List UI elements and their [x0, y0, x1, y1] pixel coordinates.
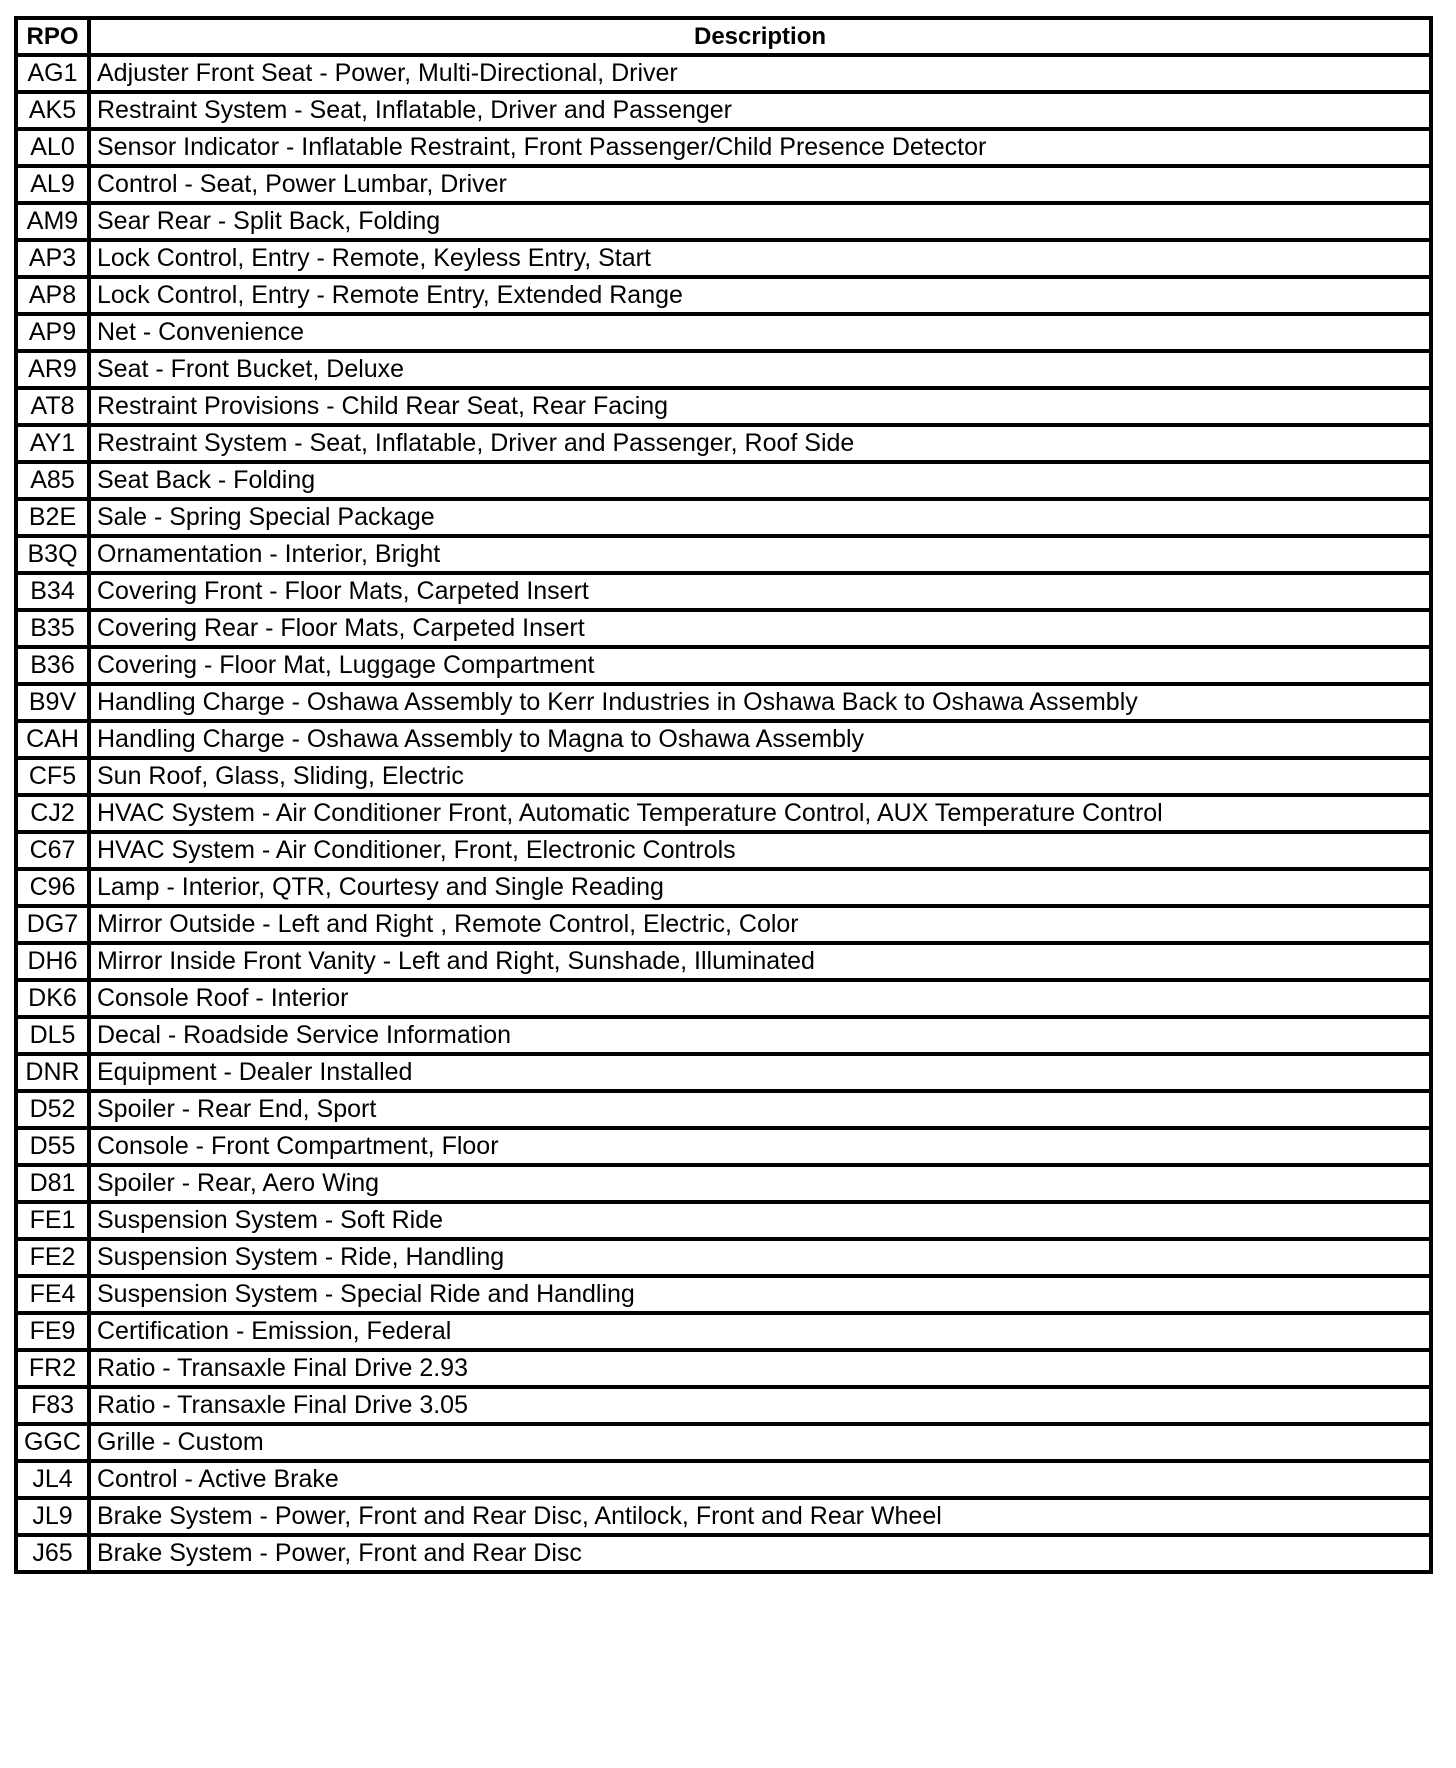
rpo-code-cell: DH6	[16, 943, 89, 980]
table-row	[16, 166, 1431, 203]
table-body	[16, 55, 1431, 1572]
table-row	[16, 1424, 1431, 1461]
rpo-code-cell: B34	[16, 573, 89, 610]
table-row	[16, 1498, 1431, 1535]
description-column-header: Description	[89, 18, 1431, 55]
rpo-code-cell: JL9	[16, 1498, 89, 1535]
rpo-code-cell: AT8	[16, 388, 89, 425]
table-row	[16, 1276, 1431, 1313]
rpo-code-cell: FE2	[16, 1239, 89, 1276]
description-cell: Seat - Front Bucket, Deluxe	[89, 351, 1431, 388]
table-row	[16, 980, 1431, 1017]
description-cell: HVAC System - Air Conditioner Front, Automatic Temperature Control, AUX Temperature Control	[89, 795, 1431, 832]
table-row	[16, 1239, 1431, 1276]
description-cell: Restraint System - Seat, Inflatable, Driver and Passenger, Roof Side	[89, 425, 1431, 462]
rpo-code-cell: AY1	[16, 425, 89, 462]
table-row	[16, 1165, 1431, 1202]
table-row	[16, 1461, 1431, 1498]
rpo-code-cell: DL5	[16, 1017, 89, 1054]
description-cell: Brake System - Power, Front and Rear Disc, Antilock, Front and Rear Wheel	[89, 1498, 1431, 1535]
rpo-code-cell: GGC	[16, 1424, 89, 1461]
rpo-code-cell: B36	[16, 647, 89, 684]
description-cell: HVAC System - Air Conditioner, Front, Electronic Controls	[89, 832, 1431, 869]
table-row	[16, 721, 1431, 758]
description-cell: Sale - Spring Special Package	[89, 499, 1431, 536]
description-cell: Decal - Roadside Service Information	[89, 1017, 1431, 1054]
description-cell: Lock Control, Entry - Remote Entry, Extended Range	[89, 277, 1431, 314]
description-cell: Grille - Custom	[89, 1424, 1431, 1461]
rpo-code-cell: AK5	[16, 92, 89, 129]
table-row	[16, 832, 1431, 869]
description-cell: Restraint Provisions - Child Rear Seat, Rear Facing	[89, 388, 1431, 425]
description-cell: Ornamentation - Interior, Bright	[89, 536, 1431, 573]
description-cell: Ratio - Transaxle Final Drive 3.05	[89, 1387, 1431, 1424]
description-cell: Sun Roof, Glass, Sliding, Electric	[89, 758, 1431, 795]
rpo-code-cell: B9V	[16, 684, 89, 721]
table-row	[16, 1091, 1431, 1128]
table-row	[16, 610, 1431, 647]
rpo-code-cell: AM9	[16, 203, 89, 240]
table-row	[16, 573, 1431, 610]
table-row	[16, 92, 1431, 129]
table-row	[16, 1017, 1431, 1054]
rpo-code-cell: AP9	[16, 314, 89, 351]
description-cell: Seat Back - Folding	[89, 462, 1431, 499]
description-cell: Spoiler - Rear End, Sport	[89, 1091, 1431, 1128]
table-row	[16, 1128, 1431, 1165]
description-cell: Covering - Floor Mat, Luggage Compartment	[89, 647, 1431, 684]
rpo-code-cell: B2E	[16, 499, 89, 536]
rpo-code-cell: D55	[16, 1128, 89, 1165]
rpo-code-cell: CJ2	[16, 795, 89, 832]
description-cell: Console Roof - Interior	[89, 980, 1431, 1017]
description-cell: Control - Seat, Power Lumbar, Driver	[89, 166, 1431, 203]
table-row	[16, 943, 1431, 980]
description-cell: Net - Convenience	[89, 314, 1431, 351]
description-cell: Handling Charge - Oshawa Assembly to Kerr Industries in Oshawa Back to Oshawa Assembly	[89, 684, 1431, 721]
description-cell: Suspension System - Soft Ride	[89, 1202, 1431, 1239]
description-cell: Suspension System - Ride, Handling	[89, 1239, 1431, 1276]
rpo-code-cell: A85	[16, 462, 89, 499]
description-cell: Spoiler - Rear, Aero Wing	[89, 1165, 1431, 1202]
rpo-code-cell: FR2	[16, 1350, 89, 1387]
description-cell: Suspension System - Special Ride and Handling	[89, 1276, 1431, 1313]
description-cell: Equipment - Dealer Installed	[89, 1054, 1431, 1091]
rpo-table	[14, 16, 1433, 1574]
table-row	[16, 203, 1431, 240]
description-cell: Sear Rear - Split Back, Folding	[89, 203, 1431, 240]
table-row	[16, 1313, 1431, 1350]
table-row	[16, 684, 1431, 721]
description-cell: Certification - Emission, Federal	[89, 1313, 1431, 1350]
rpo-code-cell: D52	[16, 1091, 89, 1128]
rpo-code-cell: DG7	[16, 906, 89, 943]
description-cell: Restraint System - Seat, Inflatable, Driver and Passenger	[89, 92, 1431, 129]
rpo-code-cell: AG1	[16, 55, 89, 92]
rpo-code-cell: AL9	[16, 166, 89, 203]
description-cell: Control - Active Brake	[89, 1461, 1431, 1498]
rpo-code-cell: D81	[16, 1165, 89, 1202]
rpo-code-cell: J65	[16, 1535, 89, 1572]
table-row	[16, 314, 1431, 351]
rpo-code-cell: FE4	[16, 1276, 89, 1313]
rpo-code-cell: AP8	[16, 277, 89, 314]
description-cell: Adjuster Front Seat - Power, Multi-Directional, Driver	[89, 55, 1431, 92]
rpo-code-cell: AP3	[16, 240, 89, 277]
table-row	[16, 240, 1431, 277]
table-row	[16, 1054, 1431, 1091]
table-row	[16, 1202, 1431, 1239]
rpo-code-cell: FE1	[16, 1202, 89, 1239]
rpo-code-cell: AR9	[16, 351, 89, 388]
table-row	[16, 795, 1431, 832]
rpo-code-cell: DNR	[16, 1054, 89, 1091]
description-cell: Console - Front Compartment, Floor	[89, 1128, 1431, 1165]
rpo-code-cell: JL4	[16, 1461, 89, 1498]
table-row	[16, 55, 1431, 92]
rpo-code-cell: B3Q	[16, 536, 89, 573]
description-cell: Ratio - Transaxle Final Drive 2.93	[89, 1350, 1431, 1387]
table-row	[16, 869, 1431, 906]
description-cell: Lock Control, Entry - Remote, Keyless Entry, Start	[89, 240, 1431, 277]
table-row	[16, 499, 1431, 536]
table-row	[16, 906, 1431, 943]
rpo-code-cell: AL0	[16, 129, 89, 166]
rpo-code-cell: FE9	[16, 1313, 89, 1350]
description-cell: Mirror Outside - Left and Right , Remote Control, Electric, Color	[89, 906, 1431, 943]
rpo-code-cell: CF5	[16, 758, 89, 795]
table-row	[16, 351, 1431, 388]
rpo-code-cell: B35	[16, 610, 89, 647]
description-cell: Covering Front - Floor Mats, Carpeted Insert	[89, 573, 1431, 610]
description-cell: Mirror Inside Front Vanity - Left and Right, Sunshade, Illuminated	[89, 943, 1431, 980]
table-row	[16, 462, 1431, 499]
header-row	[16, 18, 1431, 55]
table-row	[16, 536, 1431, 573]
table-row	[16, 1535, 1431, 1572]
table-row	[16, 758, 1431, 795]
description-cell: Covering Rear - Floor Mats, Carpeted Insert	[89, 610, 1431, 647]
description-cell: Handling Charge - Oshawa Assembly to Magna to Oshawa Assembly	[89, 721, 1431, 758]
rpo-code-cell: C96	[16, 869, 89, 906]
table-row	[16, 129, 1431, 166]
rpo-code-cell: F83	[16, 1387, 89, 1424]
rpo-column-header: RPO	[16, 18, 89, 55]
description-cell: Lamp - Interior, QTR, Courtesy and Single Reading	[89, 869, 1431, 906]
table-row	[16, 277, 1431, 314]
table-row	[16, 1387, 1431, 1424]
rpo-code-cell: DK6	[16, 980, 89, 1017]
rpo-code-cell: C67	[16, 832, 89, 869]
description-cell: Brake System - Power, Front and Rear Disc	[89, 1535, 1431, 1572]
table-row	[16, 388, 1431, 425]
table-row	[16, 1350, 1431, 1387]
description-cell: Sensor Indicator - Inflatable Restraint, Front Passenger/Child Presence Detector	[89, 129, 1431, 166]
table-row	[16, 425, 1431, 462]
rpo-code-cell: CAH	[16, 721, 89, 758]
table-row	[16, 647, 1431, 684]
